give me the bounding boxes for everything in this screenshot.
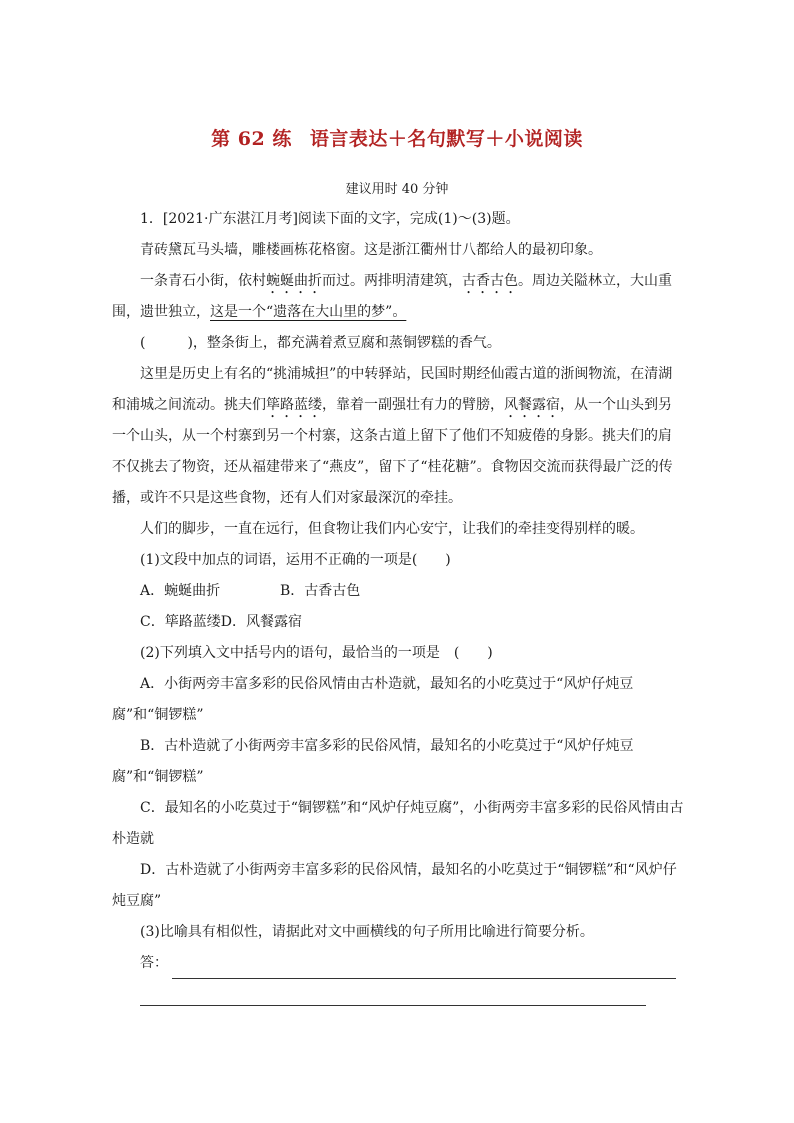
dotted-word: 蜿蜒曲折	[266, 273, 322, 289]
title-topic: 语言表达＋名句默写＋小说阅读	[309, 128, 583, 150]
title-number: 第 62 练	[211, 128, 292, 150]
question-stem: 1．[2021·广东湛江月考]阅读下面的文字，完成(1)～(3)题。	[140, 211, 520, 227]
option-a: A．小街两旁丰富多彩的民俗风情由古朴造就，最知名的小吃莫过于“风炉仔炖豆腐”和“铜锣糕”	[112, 676, 634, 723]
option-c: C．筚路蓝缕	[140, 614, 221, 630]
dotted-word: 筚路蓝缕	[266, 397, 322, 413]
passage-paragraph-2: 一条青石小街，依村蜿蜒曲折而过。两排明清建筑，古香古色。周边关隘林立，大山重围，遗世独立，这是一个“遗落在大山里的梦”。	[112, 273, 672, 320]
answer-label: 答：	[140, 955, 168, 971]
option-d: D．古朴造就了小街两旁丰富多彩的民俗风情，最知名的小吃莫过于“铜锣糕”和“风炉仔炖豆腐”	[112, 862, 677, 909]
answer-row	[112, 948, 684, 979]
subquestion-1-options-row-2	[112, 607, 684, 638]
subquestion-1-prompt: (1)文段中加点的词语，运用不正确的一项是( )	[140, 552, 451, 568]
dotted-word: 风餐露宿	[504, 397, 560, 413]
option-c: C．最知名的小吃莫过于“铜锣糕”和“风炉仔炖豆腐”，小街两旁丰富多彩的民俗风情由古朴造就	[112, 800, 684, 847]
subquestion-1-options-row-1	[112, 576, 684, 607]
option-d: D．风餐露宿	[220, 614, 302, 630]
question-body	[112, 204, 684, 1006]
passage-paragraph-1: 青砖黛瓦马头墙，雕楼画栋花格窗。这是浙江衢州廿八都给人的最初印象。	[140, 242, 602, 258]
answer-line-1[interactable]	[172, 956, 676, 979]
dotted-word: 古香古色	[462, 273, 518, 289]
option-b: B．古朴造就了小街两旁丰富多彩的民俗风情，最知名的小吃莫过于“风炉仔炖豆腐”和“铜锣糕”	[112, 738, 634, 785]
option-b: B．古香古色	[280, 583, 361, 599]
passage-paragraph-5: 人们的脚步，一直在远行，但食物让我们内心安宁，让我们的牵挂变得别样的暖。	[140, 521, 644, 537]
option-a: A．蜿蜒曲折	[140, 583, 221, 599]
suggested-time: 建议用时 40 分钟	[345, 182, 449, 197]
answer-line-2[interactable]	[140, 979, 646, 1006]
passage-paragraph-3: ( )，整条街上，都充满着煮豆腐和蒸铜锣糕的香气。	[140, 335, 501, 351]
passage-paragraph-4: 这里是历史上有名的“挑浦城担”的中转驿站，民国时期经仙霞古道的浙闽物流，在清湖和浦城之间流动。挑夫们筚路蓝缕，靠着一副强壮有力的臂膀，风餐露宿，从一个山头到另一个山头，从一个村寨到另一个村寨，这条古道上留下了他们不知疲倦的身影。挑夫们的肩不仅挑去了物资，还从福建带来了“燕皮”，留下了“桂花糖”。食物因交流而获得最广泛的传播，或许不只是这些食物，还有人们对家最深沉的牵挂。	[112, 366, 673, 506]
page-title	[0, 124, 794, 151]
underlined-sentence: 这是一个“遗落在大山里的梦”。	[210, 304, 407, 320]
subquestion-3-prompt: (3)比喻具有相似性，请据此对文中画横线的句子所用比喻进行简要分析。	[140, 924, 594, 940]
subquestion-2-prompt: (2)下列填入文中括号内的语句，最恰当的一项是 ( )	[140, 645, 493, 661]
